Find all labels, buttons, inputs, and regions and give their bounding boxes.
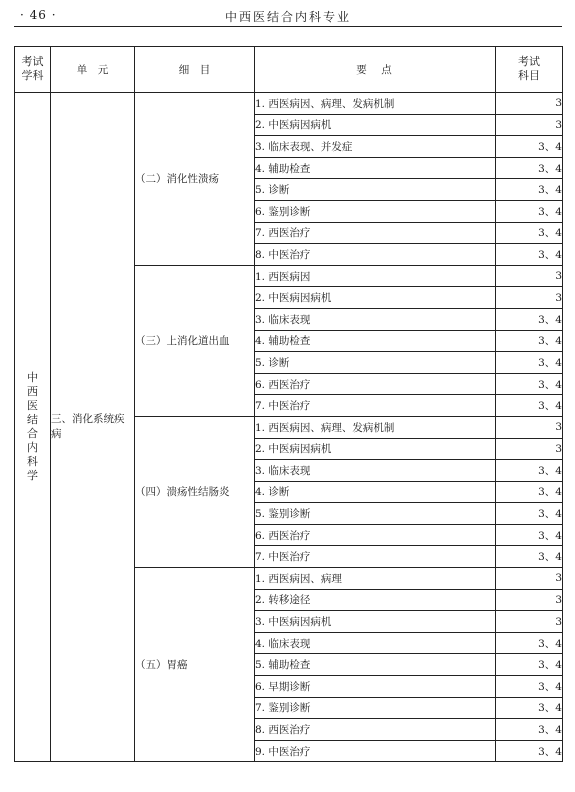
point-cell: 9. 中医治疗 [255,740,496,762]
exam-subject-code: 3、4 [496,460,563,482]
point-cell: 5. 诊断 [255,352,496,374]
page-header [14,6,562,27]
exam-subject-code: 3、4 [496,503,563,525]
exam-subject-code: 3、4 [496,352,563,374]
exam-subject-code: 3 [496,265,563,287]
exam-subject-code: 3、4 [496,244,563,266]
exam-subject-code: 3、4 [496,157,563,179]
point-cell: 5. 诊断 [255,179,496,201]
point-cell: 6. 西医治疗 [255,524,496,546]
point-cell: 6. 西医治疗 [255,373,496,395]
exam-subject-code: 3、4 [496,719,563,741]
item-cell: （四）溃疡性结肠炎 [135,416,255,567]
header-unit: 单 元 [51,47,135,93]
point-cell: 7. 中医治疗 [255,395,496,417]
exam-subject-code: 3、4 [496,308,563,330]
exam-subject-code: 3、4 [496,654,563,676]
point-cell: 1. 西医病因、病理、发病机制 [255,93,496,115]
exam-subject-code: 3、4 [496,136,563,158]
exam-subject-code: 3 [496,589,563,611]
table-row [15,93,563,115]
point-cell: 3. 临床表现、并发症 [255,136,496,158]
point-cell: 6. 鉴别诊断 [255,200,496,222]
point-cell: 3. 临床表现 [255,460,496,482]
syllabus-table [14,46,563,762]
point-cell: 6. 早期诊断 [255,676,496,698]
point-cell: 1. 西医病因、病理 [255,568,496,590]
table-header-row [15,47,563,93]
exam-subject-code: 3、4 [496,222,563,244]
exam-subject-code: 3 [496,114,563,136]
point-cell: 1. 西医病因 [255,265,496,287]
point-cell: 5. 辅助检查 [255,654,496,676]
point-cell: 4. 临床表现 [255,632,496,654]
point-cell: 7. 鉴别诊断 [255,697,496,719]
point-cell: 8. 西医治疗 [255,719,496,741]
exam-subject-code: 3、4 [496,697,563,719]
point-cell: 4. 诊断 [255,481,496,503]
point-cell: 7. 西医治疗 [255,222,496,244]
running-title: 中西医结合内科专业 [224,10,351,24]
exam-subject-code: 3 [496,287,563,309]
subject-cell: 中西医结合内科学 [15,93,51,762]
item-cell: （五）胃癌 [135,568,255,762]
point-cell: 2. 转移途径 [255,589,496,611]
exam-subject-code: 3、4 [496,546,563,568]
header-points: 要 点 [255,47,496,93]
exam-subject-code: 3 [496,416,563,438]
point-cell: 4. 辅助检查 [255,330,496,352]
point-cell: 8. 中医治疗 [255,244,496,266]
table-body [15,93,563,762]
unit-cell: 三、消化系统疾病 [51,93,135,762]
point-cell: 2. 中医病因病机 [255,438,496,460]
point-cell: 2. 中医病因病机 [255,287,496,309]
exam-subject-code: 3 [496,568,563,590]
point-cell: 3. 中医病因病机 [255,611,496,633]
exam-subject-code: 3、4 [496,373,563,395]
exam-subject-code: 3、4 [496,524,563,546]
exam-subject-code: 3、4 [496,200,563,222]
exam-subject-code: 3、4 [496,740,563,762]
point-cell: 2. 中医病因病机 [255,114,496,136]
point-cell: 5. 鉴别诊断 [255,503,496,525]
header-item: 细 目 [135,47,255,93]
page-number: · 46 · [20,8,57,22]
point-cell: 3. 临床表现 [255,308,496,330]
header-subject: 考试学科 [15,47,51,93]
point-cell: 1. 西医病因、病理、发病机制 [255,416,496,438]
exam-subject-code: 3、4 [496,632,563,654]
exam-subject-code: 3、4 [496,676,563,698]
exam-subject-code: 3、4 [496,179,563,201]
point-cell: 7. 中医治疗 [255,546,496,568]
point-cell: 4. 辅助检查 [255,157,496,179]
exam-subject-code: 3、4 [496,481,563,503]
header-exam-subject: 考试科目 [496,47,563,93]
item-cell: （三）上消化道出血 [135,265,255,416]
exam-subject-code: 3 [496,611,563,633]
item-cell: （二）消化性溃疡 [135,93,255,266]
exam-subject-code: 3 [496,438,563,460]
exam-subject-code: 3 [496,93,563,115]
exam-subject-code: 3、4 [496,330,563,352]
exam-subject-code: 3、4 [496,395,563,417]
